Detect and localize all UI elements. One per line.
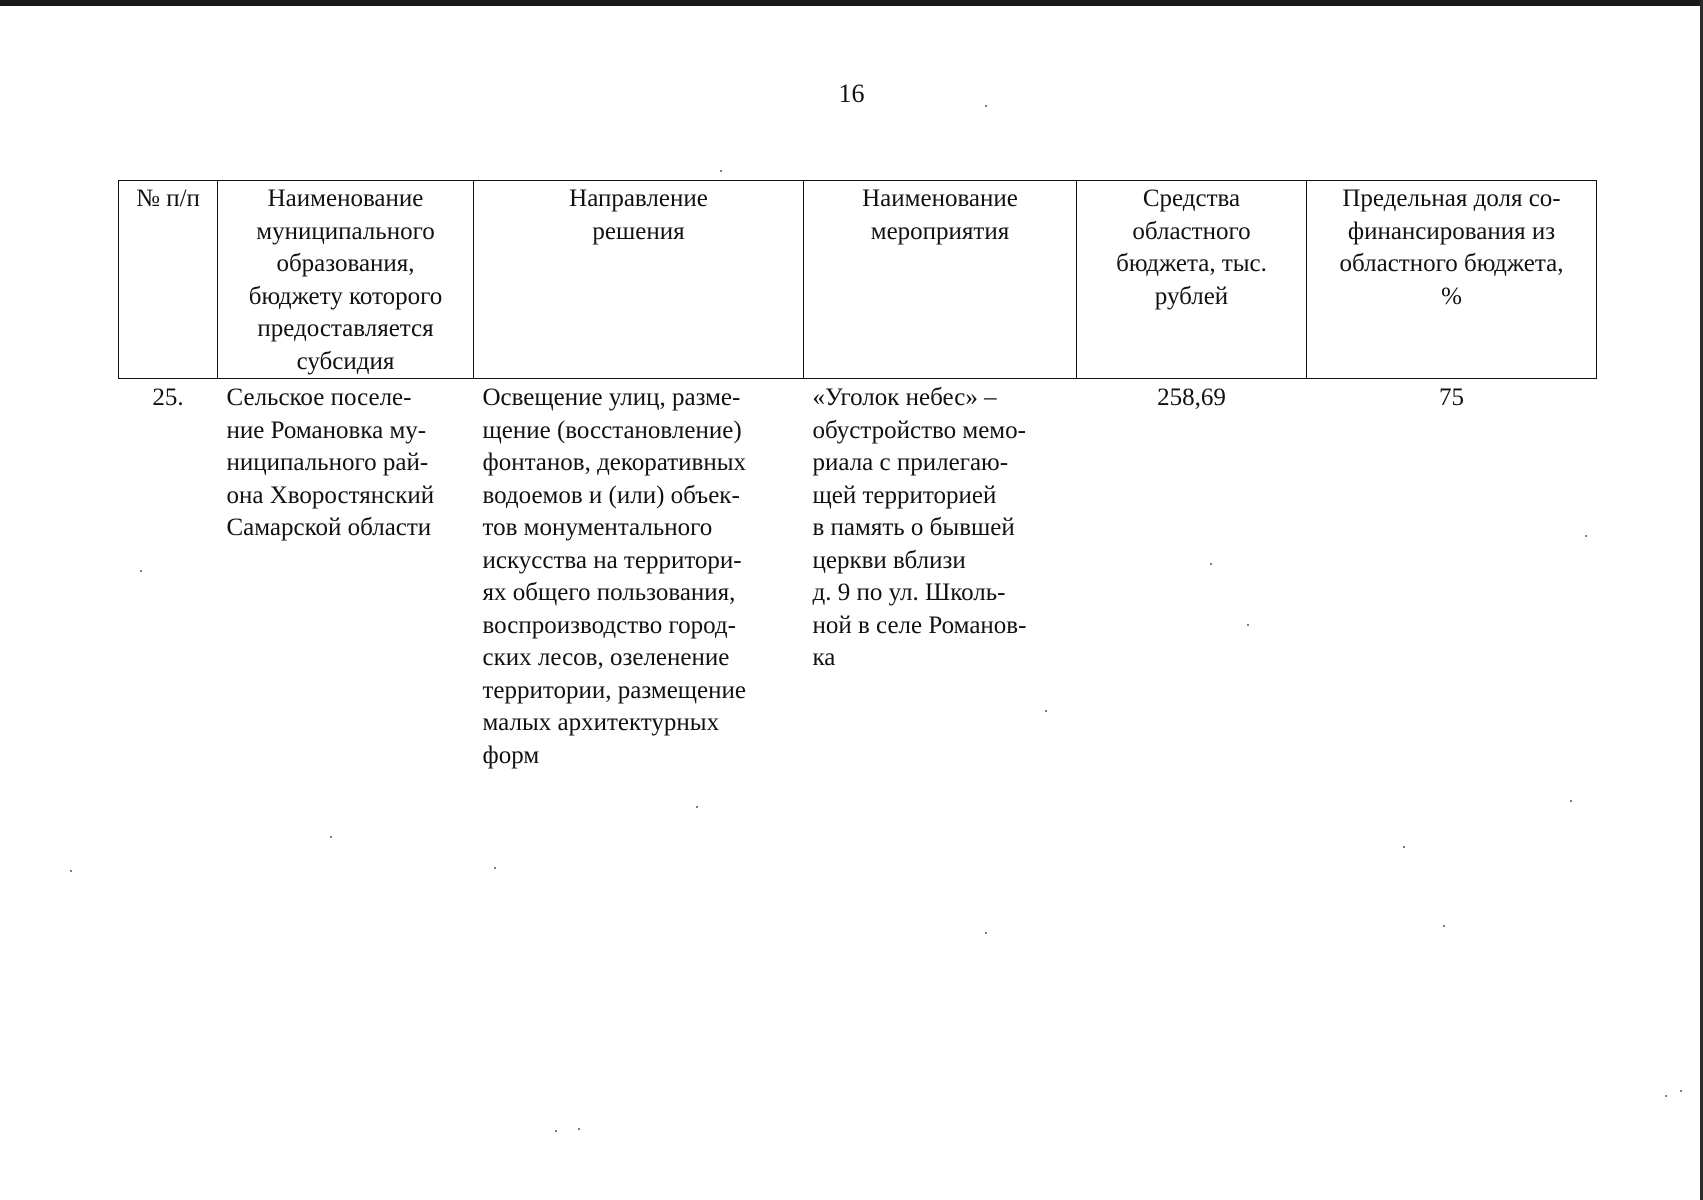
scan-speck <box>1210 563 1212 565</box>
page-number: 16 <box>838 79 865 108</box>
header-event: Наименование мероприятия <box>804 181 1077 379</box>
scan-speck <box>1403 846 1405 848</box>
row-municipality: Сельское поселе- ние Романовка му- ниципального рай- она Хворостянский Самарской области <box>226 384 435 541</box>
row-number: 25. <box>152 384 184 411</box>
scan-speck <box>1443 925 1445 927</box>
scan-speck <box>1570 800 1572 802</box>
scan-speck <box>494 867 496 869</box>
scan-speck <box>985 932 987 934</box>
table-row <box>119 379 1597 773</box>
scan-speck <box>720 170 722 172</box>
scan-speck <box>1247 624 1249 626</box>
scan-border-top <box>0 0 1703 6</box>
scan-speck <box>1045 710 1047 712</box>
scan-speck <box>985 105 987 107</box>
scan-speck <box>140 570 142 572</box>
row-direction: Освещение улиц, разме- щение (восстановление) фонтанов, декоративных водоемов и (или) объек- тов монументального искусства на территори- ях общего пользования, воспроизводство город- ских лесов, озеленение территории, размещение малых архитектурных форм <box>482 384 747 769</box>
table-header-row <box>119 181 1597 379</box>
scan-speck <box>330 836 332 838</box>
scan-speck <box>1665 1095 1667 1097</box>
header-funds: Средства областного бюджета, тыс. рублей <box>1077 181 1307 379</box>
row-event: «Уголок небес» – обустройство мемо- риала с прилегаю- щей территорией в память о бывшей церкви вблизи д. 9 по ул. Школь- ной в селе Романов- ка <box>812 384 1027 671</box>
scan-speck <box>578 1128 580 1130</box>
subsidy-table <box>118 180 1597 772</box>
row-share: 75 <box>1439 384 1464 411</box>
scan-speck <box>696 806 698 808</box>
scan-speck <box>555 1130 557 1132</box>
row-funds: 258,69 <box>1157 384 1226 411</box>
scan-speck <box>70 870 72 872</box>
header-direction: Направление решения <box>474 181 804 379</box>
header-share: Предельная доля со- финансирования из областного бюджета, % <box>1307 181 1597 379</box>
scan-speck <box>1680 1090 1682 1092</box>
scan-speck <box>1585 535 1587 537</box>
header-number: № п/п <box>119 181 218 379</box>
header-municipality: Наименование муниципального образования, бюджету которого предоставляется субсидия <box>218 181 474 379</box>
